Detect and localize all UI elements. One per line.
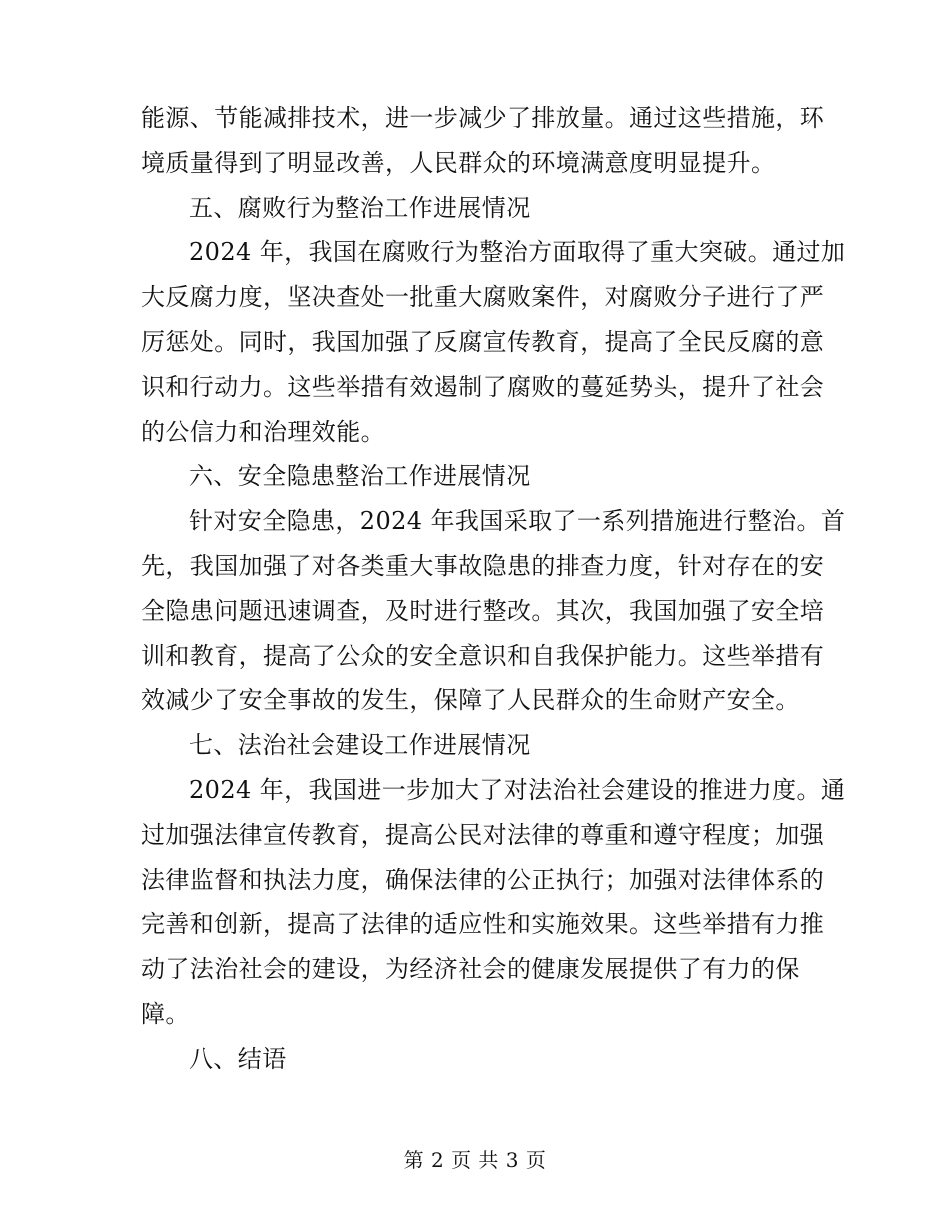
- paragraph-line: 的公信力和治理效能。: [141, 417, 385, 446]
- heading-text: 七、法治社会建设工作进展情况: [189, 731, 531, 760]
- section-heading: [141, 723, 806, 768]
- paragraph-line: 2024 年，我国进一步加大了对法治社会建设的推进力度。通: [189, 775, 846, 804]
- heading-text: 五、腐败行为整治工作进展情况: [189, 193, 531, 222]
- paragraph-line: 识和行动力。这些举措有效遏制了腐败的蔓延势头，提升了社会: [141, 372, 825, 401]
- paragraph-line: 境质量得到了明显改善，人民群众的环境满意度明显提升。: [141, 148, 776, 177]
- section-heading: [141, 186, 806, 231]
- body-paragraph: [141, 96, 825, 186]
- paragraph-line: 效减少了安全事故的发生，保障了人民群众的生命财产安全。: [141, 686, 800, 715]
- paragraph-line: 针对安全隐患，2024 年我国采取了一系列措施进行整治。首: [189, 507, 846, 536]
- body-paragraph: [141, 768, 846, 1037]
- heading-text: 六、安全隐患整治工作进展情况: [189, 462, 531, 491]
- document-body: [141, 96, 846, 1082]
- paragraph-line: 过加强法律宣传教育，提高公民对法律的尊重和遵守程度；加强: [141, 820, 825, 849]
- paragraph-line: 先，我国加强了对各类重大事故隐患的排查力度，针对存在的安: [141, 551, 825, 580]
- paragraph-line: 厉惩处。同时，我国加强了反腐宣传教育，提高了全民反腐的意: [141, 327, 825, 356]
- body-paragraph: [141, 230, 846, 454]
- section-heading: [141, 1037, 806, 1082]
- paragraph-line: 动了法治社会的建设，为经济社会的健康发展提供了有力的保: [141, 955, 800, 984]
- paragraph-line: 障。: [141, 999, 190, 1028]
- section-heading: [141, 454, 806, 499]
- paragraph-line: 完善和创新，提高了法律的适应性和实施效果。这些举措有力推: [141, 910, 825, 939]
- heading-text: 八、结语: [189, 1044, 287, 1073]
- paragraph-line: 大反腐力度，坚决查处一批重大腐败案件，对腐败分子进行了严: [141, 283, 825, 312]
- paragraph-line: 2024 年，我国在腐败行为整治方面取得了重大突破。通过加: [189, 238, 846, 267]
- page-number-footer: 第 2 页 共 3 页: [403, 1148, 547, 1172]
- paragraph-line: 能源、节能减排技术，进一步减少了排放量。通过这些措施，环: [141, 104, 825, 132]
- body-paragraph: [141, 499, 846, 723]
- paragraph-line: 全隐患问题迅速调查，及时进行整改。其次，我国加强了安全培: [141, 596, 825, 625]
- paragraph-line: 训和教育，提高了公众的安全意识和自我保护能力。这些举措有: [141, 641, 825, 670]
- paragraph-line: 法律监督和执法力度，确保法律的公正执行；加强对法律体系的: [141, 865, 825, 894]
